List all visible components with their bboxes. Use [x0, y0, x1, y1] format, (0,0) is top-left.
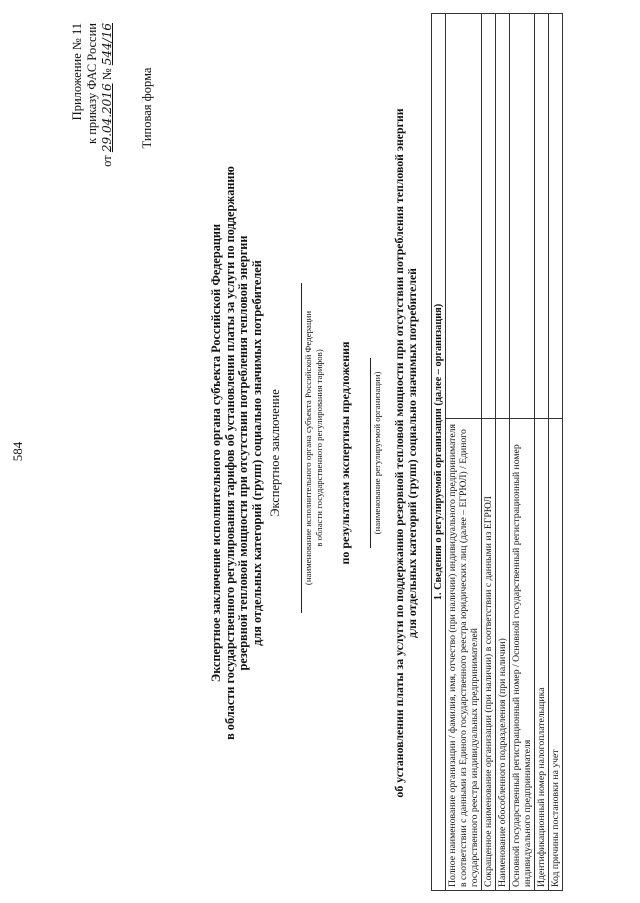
appendix-block — [70, 23, 115, 213]
section-header: 1. Сведения о регулируемой организации (далее – организация) — [432, 14, 446, 891]
table-row — [535, 14, 549, 891]
table-header-row — [432, 14, 446, 891]
row-value-ogrn — [510, 14, 535, 419]
row-value-inn — [535, 14, 549, 419]
row-label-kpp: Код причины постановки на учет — [549, 419, 563, 891]
table-row — [549, 14, 563, 891]
form-type-label: Типовая форма — [140, 67, 154, 149]
title-line-2: в области государственного регулирования тарифов об установлении платы за услуги по поддержанию — [222, 166, 237, 740]
date-prefix: от — [100, 155, 114, 167]
appendix-line-1: Приложение № 11 — [70, 23, 84, 121]
row-value-short-name — [482, 14, 496, 419]
table-row — [496, 14, 510, 891]
row-value-subdivision — [496, 14, 510, 419]
appendix-line-2: к приказу ФАС России — [85, 23, 99, 144]
organization-info-table — [431, 13, 563, 891]
row-label-subdivision: Наименование обособленного подразделения (при наличии) — [496, 419, 510, 891]
fill-line-authority — [301, 283, 302, 613]
row-label-inn: Идентификационный номер налогоплательщика — [535, 419, 549, 891]
main-title — [210, 113, 264, 793]
row-value-kpp — [549, 14, 563, 419]
title-line-1: Экспертное заключение исполнительного органа субъекта Российской Федерации — [209, 223, 223, 683]
handwritten-number: 544/16 — [100, 23, 114, 66]
title-line-3: резервной тепловой мощности при отсутствии потребления тепловой энергии — [236, 235, 250, 671]
table-row — [446, 14, 482, 891]
expert-conclusion-title: Экспертное заключение — [268, 389, 282, 517]
number-label: № — [100, 68, 114, 81]
fill-line-organization — [370, 358, 371, 548]
caption-organization: (наименование регулируемой организации) — [372, 371, 382, 535]
caption-authority — [303, 253, 324, 643]
about-line-2: для отдельных категорий (групп) социально значимых потребителей — [405, 268, 419, 638]
row-value-full-name — [446, 14, 482, 419]
appendix-line-3 — [100, 23, 115, 213]
table-row — [482, 14, 496, 891]
about-heading — [393, 73, 419, 833]
row-label-short-name: Сокращенное наименование организации (при наличии) в соответствии с данными из ЕГРЮЛ — [482, 419, 496, 891]
page-number: 584 — [10, 441, 25, 462]
row-label-ogrn: Основной государственный регистрационный номер / Основной государственный регистрационный номер индивидуального предпринимателя — [510, 419, 535, 891]
by-results-heading: по результатам экспертизы предложения — [338, 341, 352, 565]
caption-authority-line-1: (наименование исполнительного органа субъекта Российской Федерации — [303, 310, 313, 586]
handwritten-date: 29.04.2016 — [100, 83, 114, 153]
about-line-1: об установлении платы за услуги по поддержанию резервной тепловой мощности при отсутствии потребления тепловой энергии — [392, 108, 406, 798]
table-row — [510, 14, 535, 891]
row-label-full-name: Полное наименование организации / фамилия, имя, отчество (при наличии) индивидуального предпринимателя в соответствии с данными из Единого государственного реестра юридических лиц (далее – ЕГРЮЛ) / Единого государственного реестра индивидуальных предпринимателей — [446, 419, 482, 891]
caption-authority-line-2: в области государственного регулирования тарифов) — [313, 349, 324, 547]
title-line-4: для отдельных категорий (групп) социально значимых потребителей — [249, 260, 264, 646]
